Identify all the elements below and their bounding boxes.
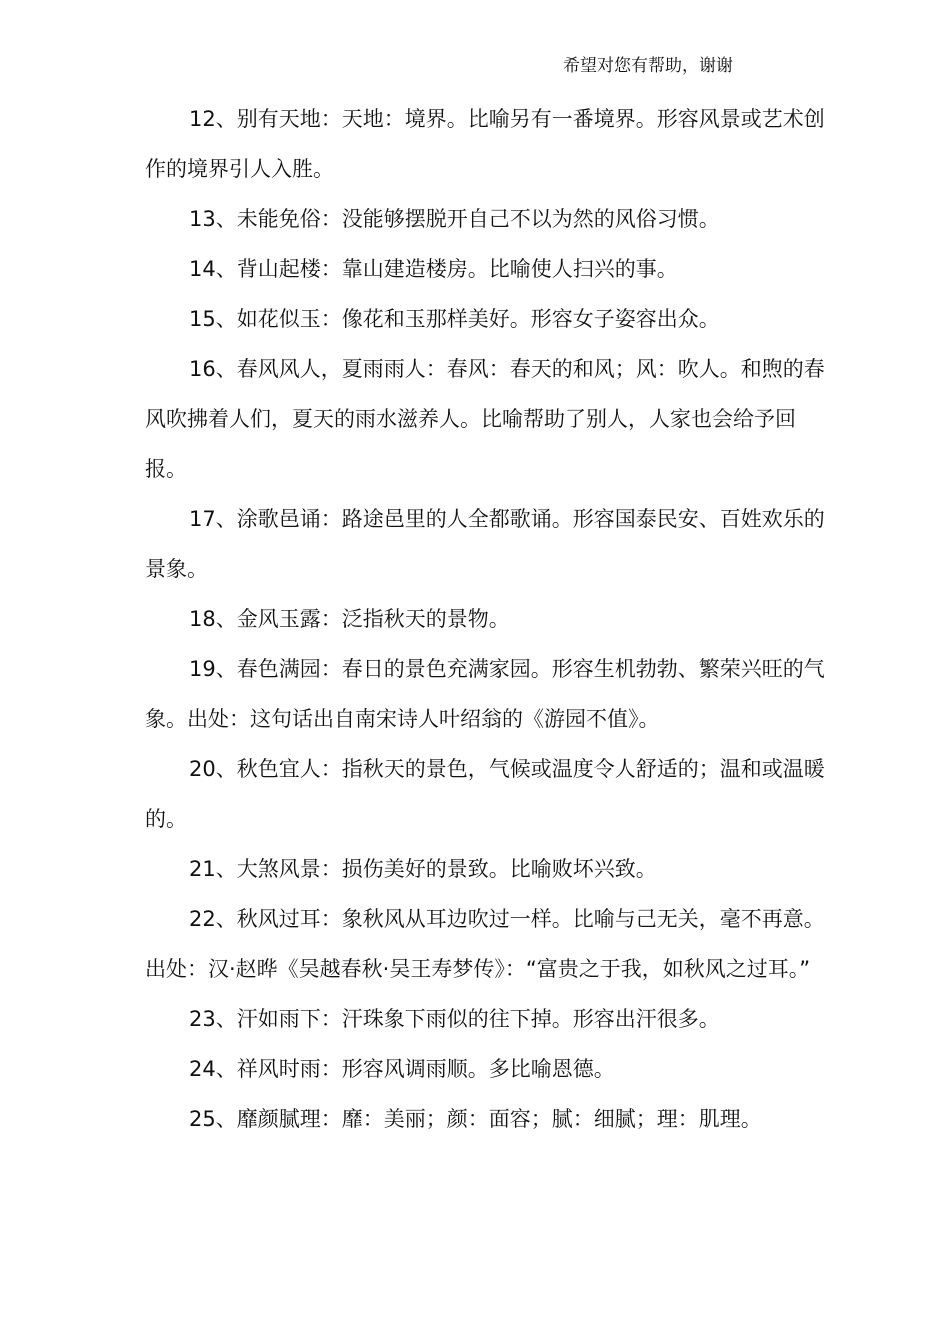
idiom-entry-17: 17、涂歌邑诵：路途邑里的人全都歌诵。形容国泰民安、百姓欢乐的景象。 [145, 507, 825, 581]
idiom-entry-24: 24、祥风时雨：形容风调雨顺。多比喻恩德。 [189, 1057, 615, 1081]
idiom-entry-22: 22、秋风过耳：象秋风从耳边吹过一样。比喻与己无关，毫不再意。出处：汉·赵晔《吴越春秋·吴王寿梦传》：“富贵之于我，如秋风之过耳。” [145, 907, 825, 981]
idiom-entry-16: 16、春风风人，夏雨雨人：春风：春天的和风；风：吹人。和煦的春风吹拂着人们，夏天的雨水滋养人。比喻帮助了别人，人家也会给予回报。 [145, 357, 825, 481]
header-note: 希望对您有帮助，谢谢 [563, 56, 733, 76]
idiom-entry-19: 19、春色满园：春日的景色充满家园。形容生机勃勃、繁荣兴旺的气象。出处：这句话出自南宋诗人叶绍翁的《游园不值》。 [145, 657, 825, 731]
idiom-entry-25: 25、靡颜腻理：靡：美丽；颜：面容；腻：细腻；理：肌理。 [189, 1107, 762, 1131]
idiom-entry-14: 14、背山起楼：靠山建造楼房。比喻使人扫兴的事。 [189, 257, 678, 281]
idiom-entry-15: 15、如花似玉：像花和玉那样美好。形容女子姿容出众。 [189, 307, 720, 331]
idiom-entry-21: 21、大煞风景：损伤美好的景致。比喻败坏兴致。 [189, 857, 657, 881]
idiom-entry-12: 12、别有天地：天地：境界。比喻另有一番境界。形容风景或艺术创作的境界引人入胜。 [145, 107, 825, 181]
idiom-entry-23: 23、汗如雨下：汗珠象下雨似的往下掉。形容出汗很多。 [189, 1007, 720, 1031]
idiom-entry-20: 20、秋色宜人：指秋天的景色，气候或温度令人舒适的；温和或温暖的。 [145, 757, 825, 831]
idiom-entry-13: 13、未能免俗：没能够摆脱开自己不以为然的风俗习惯。 [189, 207, 720, 231]
document-body [145, 94, 825, 1144]
idiom-entry-18: 18、金风玉露：泛指秋天的景物。 [189, 607, 510, 631]
